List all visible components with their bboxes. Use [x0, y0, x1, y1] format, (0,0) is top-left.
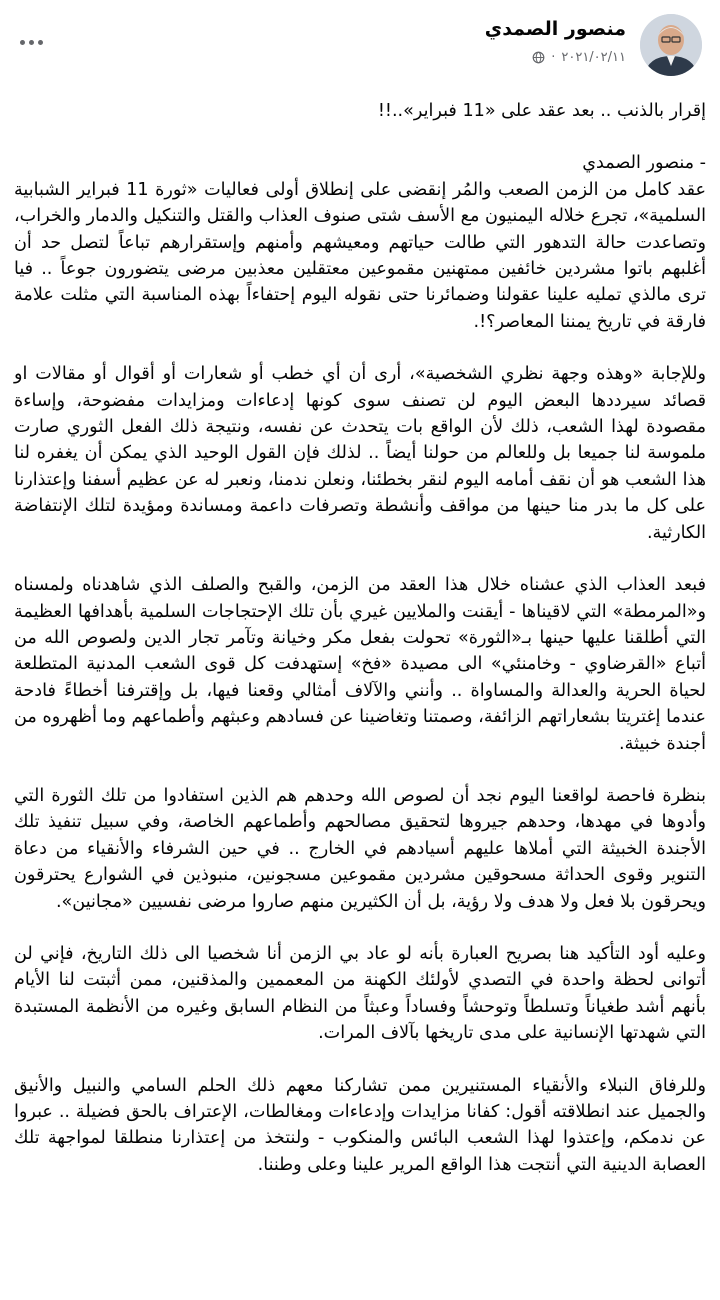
post-body	[14, 98, 706, 1204]
avatar-photo	[640, 14, 702, 76]
paragraph: فبعد العذاب الذي عشناه خلال هذا العقد من الزمن، والقبح والصلف الذي شاهدناه ولمسناه و«المرمطة» التي لاقيناها - أيقنت والملايين غيري بأن تلك الإحتجاجات السلمية بأهدافها العظيمة التي أطلقنا عليها حينها بـ«الثورة» تحولت بفعل مكر وخيانة وتآمر تجار الدين ولصوص الله من أتباع «القرضاوي - وخامنئي» الى مصيدة «فخ» إستهدفت كل قوى الشعب المدنية المتطلعة لحياة الحرية والعدالة والمساواة .. وأنني والآلاف أمثالي وقعنا فيها، بل وإقترفنا أخطاءً فادحة عندما إغتريتا بشعاراتهم الزائفة، وصمتنا وتغاضينا عن فسادهم وعبثهم وأطماعهم وما أظهروه من أجندة خبيثة.	[14, 575, 706, 754]
more-options-icon[interactable]	[14, 30, 48, 54]
author-name[interactable]: منصور الصمدي	[484, 18, 626, 40]
post-date[interactable]: ٢٠٢١/٠٢/١١	[561, 50, 626, 65]
paragraph: وعليه أود التأكيد هنا بصريح العبارة بأنه لو عاد بي الزمن أنا شخصيا الى ذلك التاريخ، فإني لن أتوانى لحظة واحدة في التصدي لأولئك الكهنة من المعممين والمذقنين، ممن أثبتت لنا الأيام بأنهم أشد طغياناً وتسلطاً وتوحشاً وفساداً وعبثاً من النظام السابق وغيره من الأنظمة المستبدة التي شهدتها الإنسانية على مدى تاريخها بآلاف المرات.	[14, 943, 706, 1044]
post-byline: - منصور الصمدي	[582, 153, 706, 174]
post-title: إقرار بالذنب .. بعد عقد على «11 فبراير»..!!	[377, 101, 706, 121]
avatar[interactable]	[640, 14, 702, 76]
meta-separator: ·	[551, 50, 556, 65]
paragraph: وللإجابة «وهذه وجهة نظري الشخصية»، أرى أن أي خطب أو شعارات أو أقوال أو مقالات او قصائد سيرددها البعض اليوم لن تصنف سوى كونها إدعاءات ومزايدات مفضوحة، وإساءة مقصودة لهذا الشعب، ذلك لأن الواقع بات يتحدث عن نفسه، ونتيجة ذلك الفعل الثوري صارت ملموسة لنا جميعا بل وللعالم من حولنا أيضاً .. لذلك فإن القول الوحيد الذي يمكن أن يغفره لنا هذا الشعب هو أن نقف أمامه اليوم لنقر بخطئنا، ونعلن ندمنا، ونعبر له عن عظيم أسفنا وإعتذارنا على كل ما بدر منا حينها من مواقف وأنشطة وتصرفات داعمة ومساندة ومؤيدة لتلك الإنتفاضة الكارثية.	[14, 364, 706, 543]
globe-icon[interactable]	[532, 51, 545, 64]
post-header	[0, 0, 720, 96]
paragraph: عقد كامل من الزمن الصعب والمُر إنقضى على إنطلاق أولى فعاليات «ثورة 11 فبراير الشبابية السلمية»، تجرع خلاله اليمنيون مع الأسف شتى صنوف العذاب والقتل والتنكيل والدمار والخراب، وتصاعدت حالة التدهور التي طالت حياتهم ومعيشهم وأمنهم وإستقرارهم تباعاً لتصل حد أن أغلبهم باتوا مشردين خائفين ممتهنين مقموعين معتقلين معذبين مرضى يتضورون جوعاً .. فيا ترى مالذي تمليه علينا عقولنا وضمائرنا حتى نقوله اليوم إحتفاءاً بهذه المناسبة التي مثلت علامة فارقة في تاريخ يمننا المعاصر؟!.	[14, 179, 706, 332]
post-meta	[532, 50, 626, 65]
paragraph: بنظرة فاحصة لواقعنا اليوم نجد أن لصوص الله وحدهم هم الذين استفادوا من تلك الثورة التي وأدوها في مهدها، وحدهم جيروها لتحقيق مصالحهم وأطماعهم الخاصة، وفي سبيل تنفيذ تلك الأجندة الخبيثة التي أملاها عليهم أسيادهم في الخارج .. في حين الشرفاء والأنقياء من دعاة التنوير وقوى الحداثة مسحوقين مشردين مقموعين مسجونين، منبوذين في الشوارع يحترقون ويحرقون بلا فعل ولا هدف ولا رؤية، بل أن الكثيرين منهم صاروا مرضى نفسيين «مجانين».	[14, 785, 706, 912]
paragraph: وللرفاق النبلاء والأنقياء المستنيرين ممن تشاركنا معهم ذلك الحلم السامي والنبيل والأنيق والجميل عند انطلاقته أقول: كفانا مزايدات وإدعاءات ومغالطات، الإعتراف بالحق فضيلة .. عبروا عن ندمكم، وإعتذوا لهذا الشعب البائس والمنكوب - ولنتخذ من إعتذارنا منطلقا لمواجهة تلك العصابة الدينية التي أنتجت هذا الواقع المرير علينا وعلى وطننا.	[14, 1075, 706, 1175]
